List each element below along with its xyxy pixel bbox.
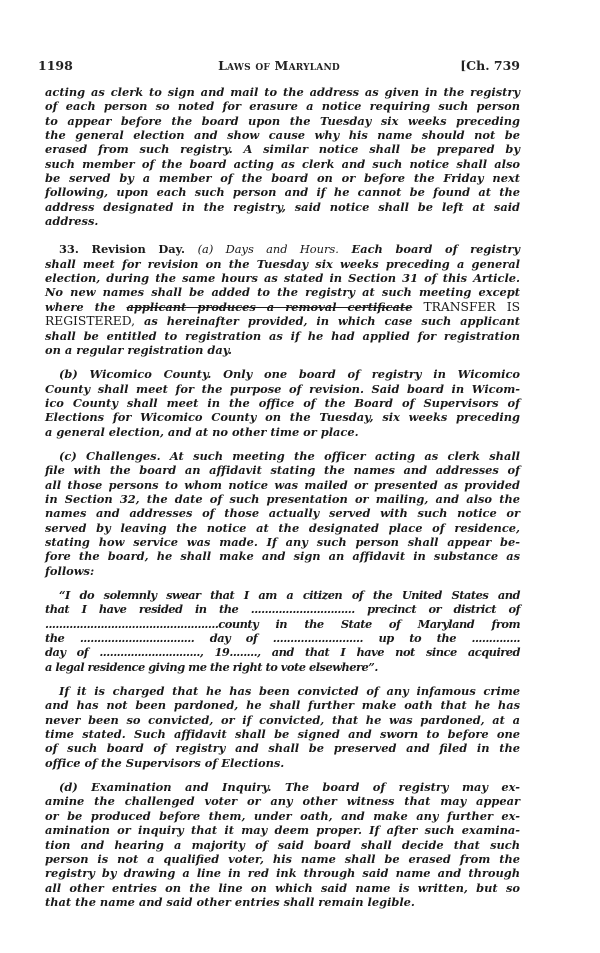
text-span: as hereinafter provided, in which case such applicant xyxy=(144,314,520,329)
text-line xyxy=(45,242,520,256)
text-line: tion and hearing a majority of said board shall decide that such xyxy=(45,837,520,852)
conviction-paragraph xyxy=(45,684,520,770)
text-line: person is not a qualified voter, his name shall be erased from the xyxy=(45,851,520,866)
text-line: erased from such registry. A similar notice shall be prepared by xyxy=(45,142,520,157)
text-line: or be produced before them, under oath, and make any further ex- xyxy=(45,808,520,823)
page-header xyxy=(38,58,520,74)
text-line: be served by a member of the board on or before the Friday next xyxy=(45,171,520,186)
text-line: stating how service was made. If any such person shall appear be- xyxy=(45,534,520,549)
running-title: Laws of Maryland xyxy=(218,58,340,73)
text-line: shall be entitled to registration as if he had applied for registration xyxy=(45,328,520,343)
text-line: follows: xyxy=(45,563,95,578)
text-line: all other entries on the line on which said name is written, but so xyxy=(45,880,520,895)
text-line: a general election, and at no other time or place. xyxy=(45,424,359,439)
subsection-c-paragraph xyxy=(45,449,520,578)
text-line: acting as clerk to sign and mail to the address as given in the registry xyxy=(45,85,520,99)
text-line: that the name and said other entries shall remain legible. xyxy=(45,894,415,909)
text-line: a legal residence giving me the right to vote elsewhere”. xyxy=(45,659,378,674)
text-line: fore the board, he shall make and sign an affidavit in substance as xyxy=(45,549,520,564)
chapter-label: [Ch. 739 xyxy=(460,58,520,73)
text-line: the general election and show cause why his name should not be xyxy=(45,128,520,143)
text-span: Each board of registry xyxy=(351,242,521,257)
text-line: office of the Supervisors of Elections. xyxy=(45,755,285,770)
text-line: amination or inquiry that it may deem proper. If after such examina- xyxy=(45,823,520,838)
text-line: election, during the same hours as stated in Section 31 of this Article. xyxy=(45,271,520,286)
section-number: 33. xyxy=(59,242,79,257)
body-text xyxy=(45,85,520,909)
section-33-paragraph xyxy=(45,242,520,357)
text-line: address designated in the registry, said notice shall be left at said xyxy=(45,199,520,214)
text-span: where the xyxy=(45,299,116,314)
text-line: (d) Examination and Inquiry. The board of registry may ex- xyxy=(59,780,520,795)
text-line xyxy=(45,300,520,314)
text-line: on a regular registration day. xyxy=(45,342,233,357)
text-line xyxy=(45,314,520,328)
section-title: Revision Day. xyxy=(91,242,185,257)
text-line: of such board of registry and shall be preserved and filed in the xyxy=(45,741,520,756)
inserted-text: REGISTERED, xyxy=(45,314,136,329)
text-line: that I have resided in the .............................. precinct or district of xyxy=(45,602,520,617)
subsection-d-paragraph xyxy=(45,780,520,909)
subsection-label: (a) Days and Hours. xyxy=(197,242,339,257)
text-line: of each person so noted for erasure a notice requiring such person xyxy=(45,99,520,114)
text-line: (b) Wicomico County. Only one board of registry in Wicomico xyxy=(59,367,520,382)
text-line: No new names shall be added to the registry at such meeting except xyxy=(45,285,520,300)
text-line: address. xyxy=(45,214,99,229)
continuation-paragraph xyxy=(45,85,520,228)
text-line: County shall meet for the purpose of revision. Said board in Wicom- xyxy=(45,381,520,396)
text-line: Elections for Wicomico County on the Tuesday, six weeks preceding xyxy=(45,410,520,425)
text-line: “I do solemnly swear that I am a citizen of the United States and xyxy=(59,588,520,602)
oath-paragraph xyxy=(45,588,520,674)
subsection-b-paragraph xyxy=(45,367,520,439)
text-line: never been so convicted, or if convicted, that he was pardoned, at a xyxy=(45,712,520,727)
text-line: ..................................................county in the State of Maryland from xyxy=(45,616,520,631)
text-line: (c) Challenges. At such meeting the officer acting as clerk shall xyxy=(59,448,520,463)
text-line: all those persons to whom notice was mailed or presented as provided xyxy=(45,477,520,492)
text-line: registry by drawing a line in red ink through said name and through xyxy=(45,866,520,881)
text-line: day of ............................., 19........, and that I have not since acquired xyxy=(45,645,520,660)
text-line: to appear before the board upon the Tuesday six weeks preceding xyxy=(45,113,520,128)
struck-text: applicant produces a removal certificate xyxy=(126,299,413,314)
inserted-text: TRANSFER IS xyxy=(423,299,521,314)
text-line: amine the challenged voter or any other witness that may appear xyxy=(45,794,520,809)
text-line: the ................................. day of .......................... up to the .............. xyxy=(45,631,520,646)
text-line: such member of the board acting as clerk and such notice shall also xyxy=(45,156,520,171)
text-line: ico County shall meet in the office of the Board of Supervisors of xyxy=(45,395,520,410)
text-line: shall meet for revision on the Tuesday six weeks preceding a general xyxy=(45,256,520,271)
text-line: served by leaving the notice at the designated place of residence, xyxy=(45,520,520,535)
page-number: 1198 xyxy=(38,58,73,73)
text-line: names and addresses of those actually served with such notice or xyxy=(45,506,520,521)
text-line: following, upon each such person and if he cannot be found at the xyxy=(45,185,520,200)
text-line: time stated. Such affidavit shall be signed and sworn to before one xyxy=(45,727,520,742)
text-line: and has not been pardoned, he shall further make oath that he has xyxy=(45,698,520,713)
text-line: If it is charged that he has been convicted of any infamous crime xyxy=(59,684,520,699)
text-line: file with the board an affidavit stating the names and addresses of xyxy=(45,463,520,478)
text-line: in Section 32, the date of such presentation or mailing, and also the xyxy=(45,491,520,506)
